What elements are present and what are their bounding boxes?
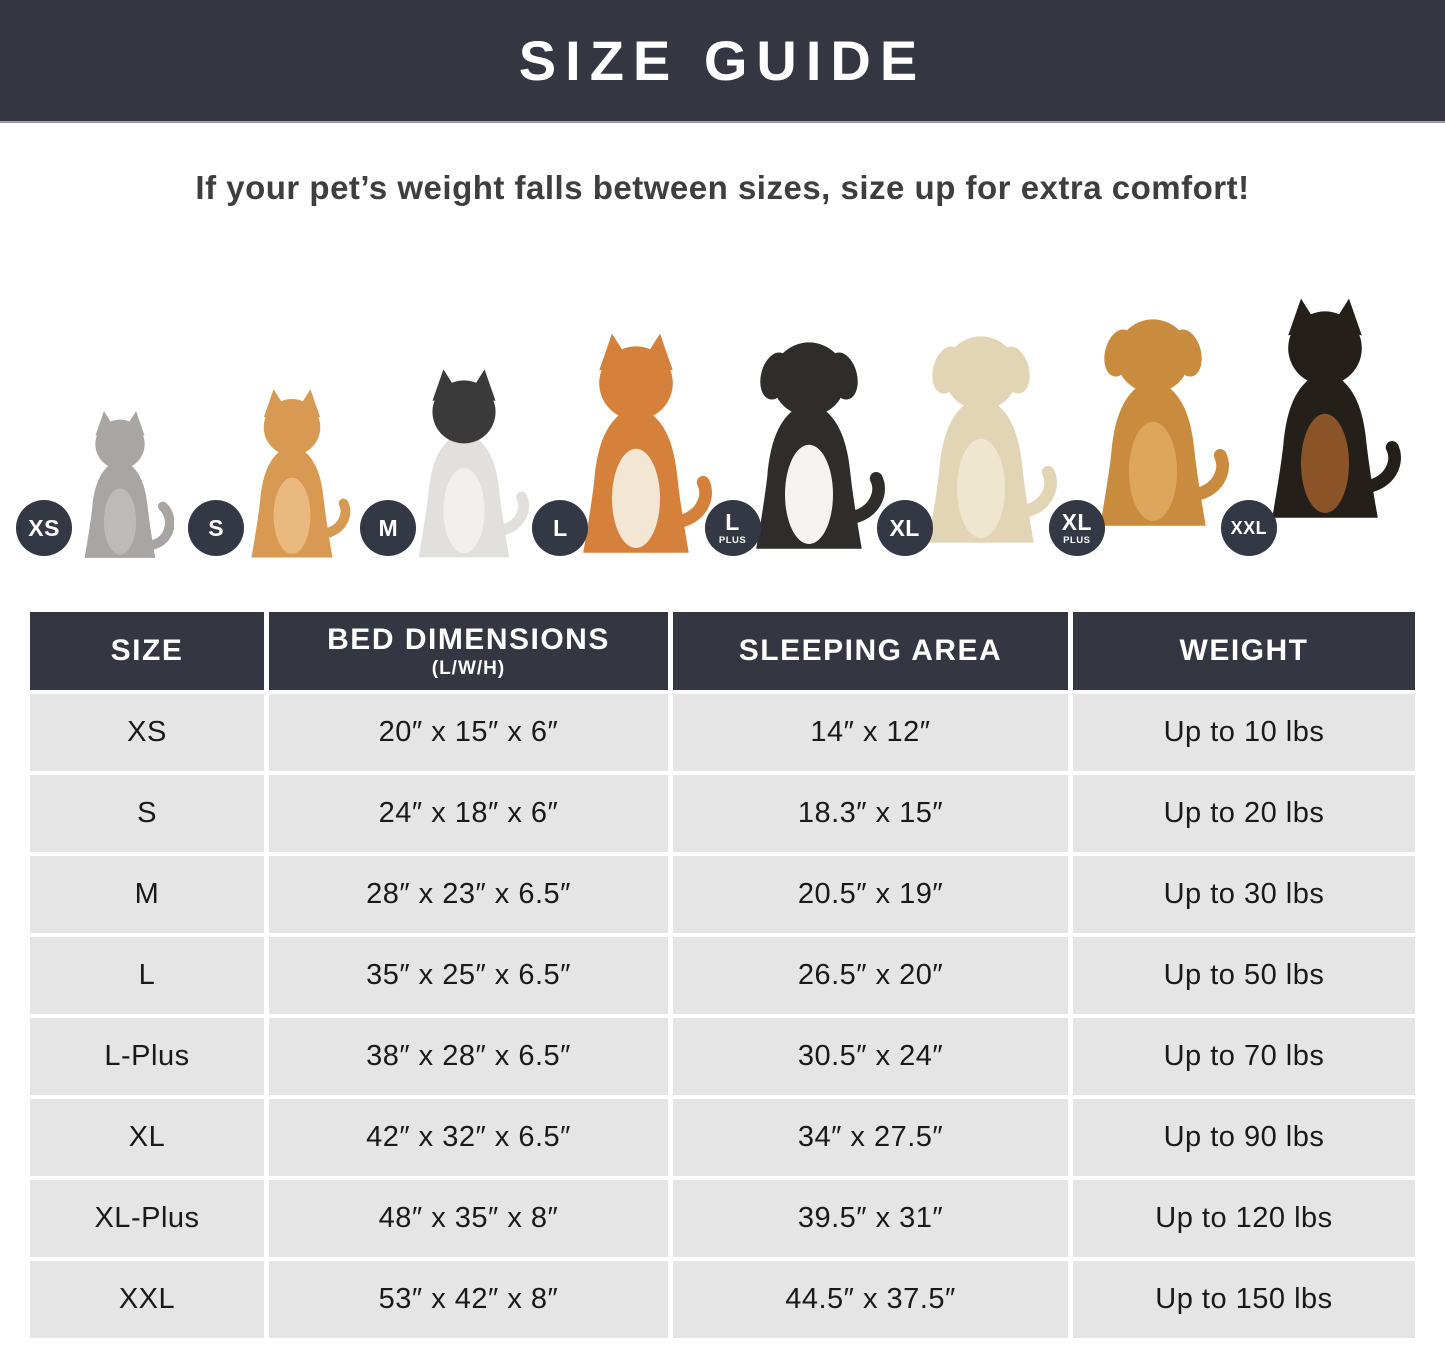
size-badge-label: L [553, 514, 568, 541]
sizing-advice-text: If your pet’s weight falls between sizes, size up for extra comfort! [195, 169, 1250, 206]
sleeping-area-cell-l: 26.5″ x 20″ [673, 937, 1068, 1014]
size-cell-xxl: XXL [30, 1261, 264, 1338]
size-cell-s: S [30, 775, 264, 852]
size-badge-xxl [1221, 500, 1277, 556]
size-badge-m [360, 500, 416, 556]
size-badge-label: M [378, 514, 399, 541]
sleeping-area-cell-xs: 14″ x 12″ [673, 694, 1068, 771]
bed-dimensions-cell-xxl: 53″ x 42″ x 8″ [269, 1261, 668, 1338]
size-cell-m: M [30, 856, 264, 933]
pet-size-lineup [0, 265, 1445, 560]
bed-dimensions-cell-l: 35″ x 25″ x 6.5″ [269, 937, 668, 1014]
weight-cell-s: Up to 20 lbs [1073, 775, 1415, 852]
size-cell-xs: XS [30, 694, 264, 771]
bed-dimensions-cell-xs: 20″ x 15″ x 6″ [269, 694, 668, 771]
bed-dimensions-cell-xl-plus: 48″ x 35″ x 8″ [269, 1180, 668, 1257]
page-title: SIZE GUIDE [518, 29, 927, 92]
bed-dimensions-cell-m: 28″ x 23″ x 6.5″ [269, 856, 668, 933]
size-cell-xl-plus: XL-Plus [30, 1180, 264, 1257]
sleeping-area-cell-s: 18.3″ x 15″ [673, 775, 1068, 852]
sleeping-area-cell-m: 20.5″ x 19″ [673, 856, 1068, 933]
weight-cell-l-plus: Up to 70 lbs [1073, 1018, 1415, 1095]
weight-cell-xl: Up to 90 lbs [1073, 1099, 1415, 1176]
pet-labrador [889, 308, 1061, 560]
size-badge-label: XS [28, 514, 60, 541]
pet-cat [28, 410, 200, 560]
size-badge-xs [16, 500, 72, 556]
bed-dimensions-cell-xl: 42″ x 32″ x 6.5″ [269, 1099, 668, 1176]
sleeping-area-cell-xl-plus: 39.5″ x 31″ [673, 1180, 1068, 1257]
column-header-bed-dimensions-label: BED DIMENSIONS [327, 622, 610, 656]
pet-pomeranian [208, 388, 372, 560]
column-header-bed-dimensions-sublabel: (L/W/H) [431, 657, 506, 679]
column-header-weight-label: WEIGHT [1179, 634, 1309, 667]
pet-golden-retriever [1061, 274, 1233, 560]
column-header-sleeping-area [673, 612, 1068, 690]
column-header-size [30, 612, 264, 690]
size-badge-s [188, 500, 244, 556]
size-badge-label: XL [889, 514, 920, 541]
size-badge-sublabel: PLUS [1063, 534, 1091, 546]
sleeping-area-cell-l-plus: 30.5″ x 24″ [673, 1018, 1068, 1095]
weight-cell-m: Up to 30 lbs [1073, 856, 1415, 933]
size-badge-xl-plus [1049, 500, 1105, 556]
weight-cell-l: Up to 50 lbs [1073, 937, 1415, 1014]
size-badge-xl [877, 500, 933, 556]
size-cell-l: L [30, 937, 264, 1014]
pet-doberman [1230, 258, 1405, 560]
size-badge-label: L [725, 508, 740, 535]
sleeping-area-cell-xxl: 44.5″ x 37.5″ [673, 1261, 1068, 1338]
weight-cell-xl-plus: Up to 120 lbs [1073, 1180, 1415, 1257]
pet-border-collie [718, 320, 889, 560]
column-header-size-label: SIZE [110, 634, 184, 667]
size-cell-l-plus: L-Plus [30, 1018, 264, 1095]
pet-shiba-inu [553, 328, 716, 560]
column-header-bed-dimensions [269, 612, 668, 690]
bed-dimensions-cell-l-plus: 38″ x 28″ x 6.5″ [269, 1018, 668, 1095]
pet-french-bulldog [378, 368, 544, 560]
column-header-weight [1073, 612, 1415, 690]
size-guide-banner [0, 0, 1445, 123]
size-table [30, 612, 1415, 1338]
size-badge-l-plus [705, 500, 761, 556]
weight-cell-xxl: Up to 150 lbs [1073, 1261, 1415, 1338]
sleeping-area-cell-xl: 34″ x 27.5″ [673, 1099, 1068, 1176]
size-badge-label: S [208, 514, 225, 541]
column-header-sleeping-area-label: SLEEPING AREA [738, 634, 1003, 667]
size-badge-sublabel: PLUS [718, 534, 747, 546]
bed-dimensions-cell-s: 24″ x 18″ x 6″ [269, 775, 668, 852]
size-cell-xl: XL [30, 1099, 264, 1176]
size-badge-label: XXL [1230, 518, 1268, 538]
size-badge-label: XL [1061, 508, 1092, 535]
weight-cell-xs: Up to 10 lbs [1073, 694, 1415, 771]
